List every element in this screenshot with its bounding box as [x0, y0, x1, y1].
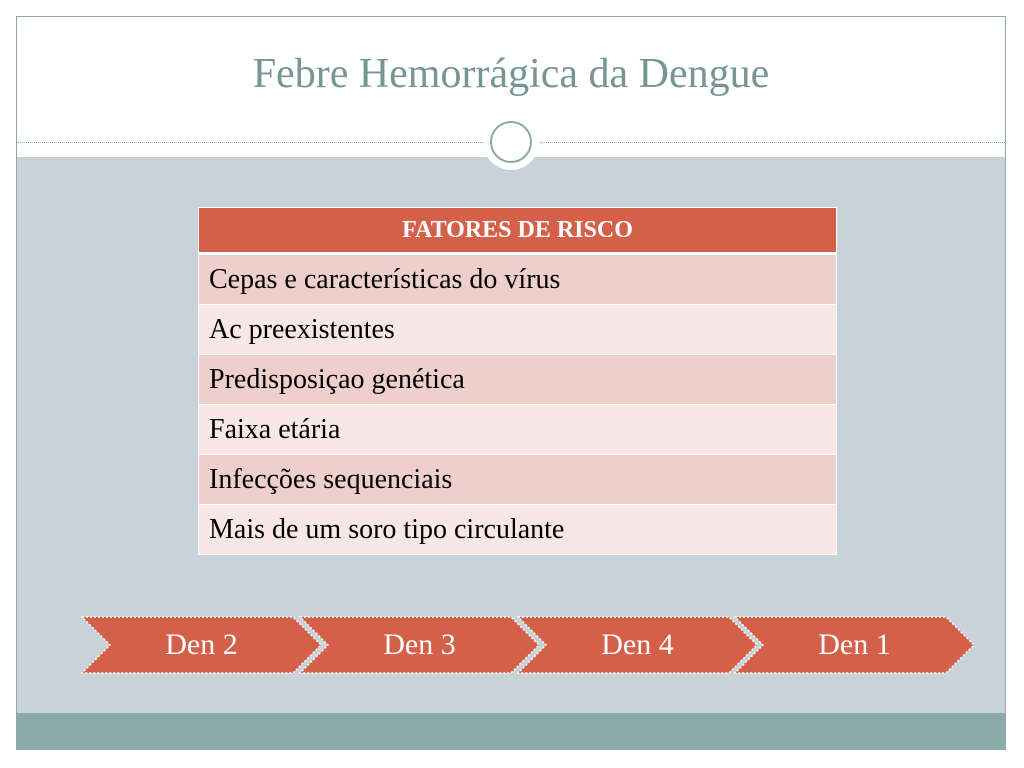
table-row — [199, 455, 837, 505]
table-cell: Predisposiçao genética — [199, 355, 837, 405]
table-row — [199, 405, 837, 455]
chevron-step-1 — [81, 616, 322, 674]
chevron-step-4 — [734, 616, 975, 674]
table-row — [199, 505, 837, 555]
table-cell: Infecções sequenciais — [199, 455, 837, 505]
chevron-label: Den 2 — [165, 628, 238, 661]
chevron-step-2 — [299, 616, 540, 674]
table-cell: Cepas e características do vírus — [199, 254, 837, 305]
table-cell: Mais de um soro tipo circulante — [199, 505, 837, 555]
chevron-label: Den 4 — [601, 628, 674, 661]
table-row — [199, 305, 837, 355]
table-row — [199, 254, 837, 305]
chevron-label: Den 1 — [818, 628, 891, 661]
slide — [16, 16, 1006, 750]
table-cell: Ac preexistentes — [199, 305, 837, 355]
chevron-step-3 — [517, 616, 758, 674]
chevron-label: Den 3 — [383, 628, 456, 661]
table-cell: Faixa etária — [199, 405, 837, 455]
circle-ornament-icon — [483, 114, 539, 170]
table-row — [199, 355, 837, 405]
footer-band — [17, 713, 1005, 749]
serotype-sequence — [81, 616, 975, 674]
table-header: FATORES DE RISCO — [199, 208, 837, 254]
circle-ring — [490, 121, 532, 163]
slide-title: Febre Hemorrágica da Dengue — [252, 51, 770, 97]
risk-factors-table — [198, 207, 837, 555]
